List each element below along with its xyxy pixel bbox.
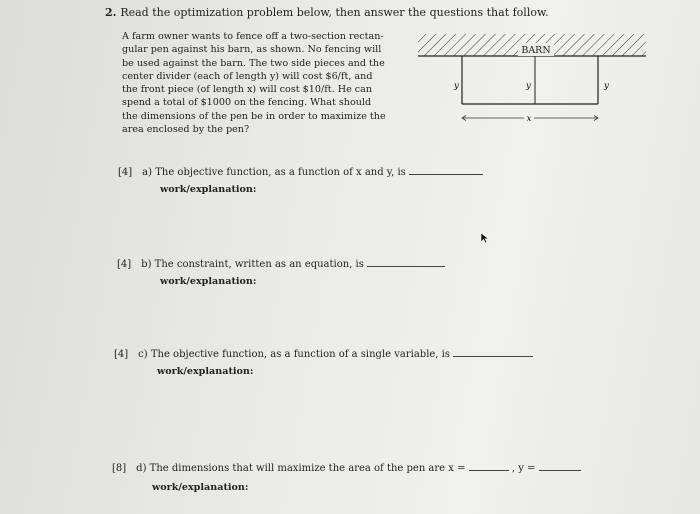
barn-label: BARN	[521, 45, 551, 56]
points-badge: [4]	[118, 167, 133, 178]
width-label: x	[526, 114, 532, 124]
side-label-right: y	[604, 81, 609, 91]
problem-line: be used against the barn. The two side pieces and the	[122, 57, 385, 69]
question-number: 2.	[105, 6, 117, 19]
problem-line: gular pen against his barn, as shown. No fencing will	[122, 44, 382, 56]
answer-blank-x[interactable]	[469, 460, 509, 471]
work-label: work/explanation:	[160, 276, 257, 287]
question-a	[118, 164, 483, 178]
points-badge: [4]	[117, 259, 132, 270]
side-label-left: y	[454, 81, 459, 91]
problem-statement	[122, 30, 398, 136]
work-label: work/explanation:	[152, 482, 249, 493]
work-label: work/explanation:	[160, 184, 257, 195]
pen-fence	[462, 56, 598, 104]
question-instruction: Read the optimization problem below, then answer the questions that follow.	[120, 6, 549, 19]
side-label-center: y	[526, 81, 531, 91]
answer-blank-c[interactable]	[453, 346, 533, 357]
answer-blank-b[interactable]	[367, 256, 445, 267]
problem-line: area enclosed by the pen?	[122, 124, 250, 136]
question-text: c) The objective function, as a function of a single variable, is	[138, 349, 450, 360]
problem-line: A farm owner wants to fence off a two-section rectan-	[122, 31, 384, 42]
problem-line: the dimensions of the pen be in order to maximize the	[122, 110, 386, 122]
mouse-cursor-icon	[480, 232, 490, 244]
answer-blank-y[interactable]	[539, 460, 581, 471]
answer-blank-a[interactable]	[409, 164, 483, 175]
pen-diagram	[410, 30, 650, 130]
question-text: a) The objective function, as a function of x and y, is	[142, 167, 406, 178]
question-text: d) The dimensions that will maximize the area of the pen are x =	[136, 463, 466, 474]
question-text-y: , y =	[511, 463, 536, 474]
points-badge: [4]	[114, 349, 129, 360]
problem-line: spend a total of $1000 on the fencing. What should	[122, 97, 372, 109]
work-label: work/explanation:	[157, 366, 254, 377]
points-badge: [8]	[112, 463, 127, 474]
problem-line: the front piece (of length x) will cost $10/ft. He can	[122, 84, 373, 96]
question-d	[112, 460, 581, 474]
question-text: b) The constraint, written as an equation, is	[141, 259, 364, 270]
problem-line: center divider (each of length y) will cost $6/ft, and	[122, 70, 373, 82]
question-title	[105, 6, 549, 19]
question-c	[114, 346, 533, 360]
question-b	[117, 256, 445, 270]
